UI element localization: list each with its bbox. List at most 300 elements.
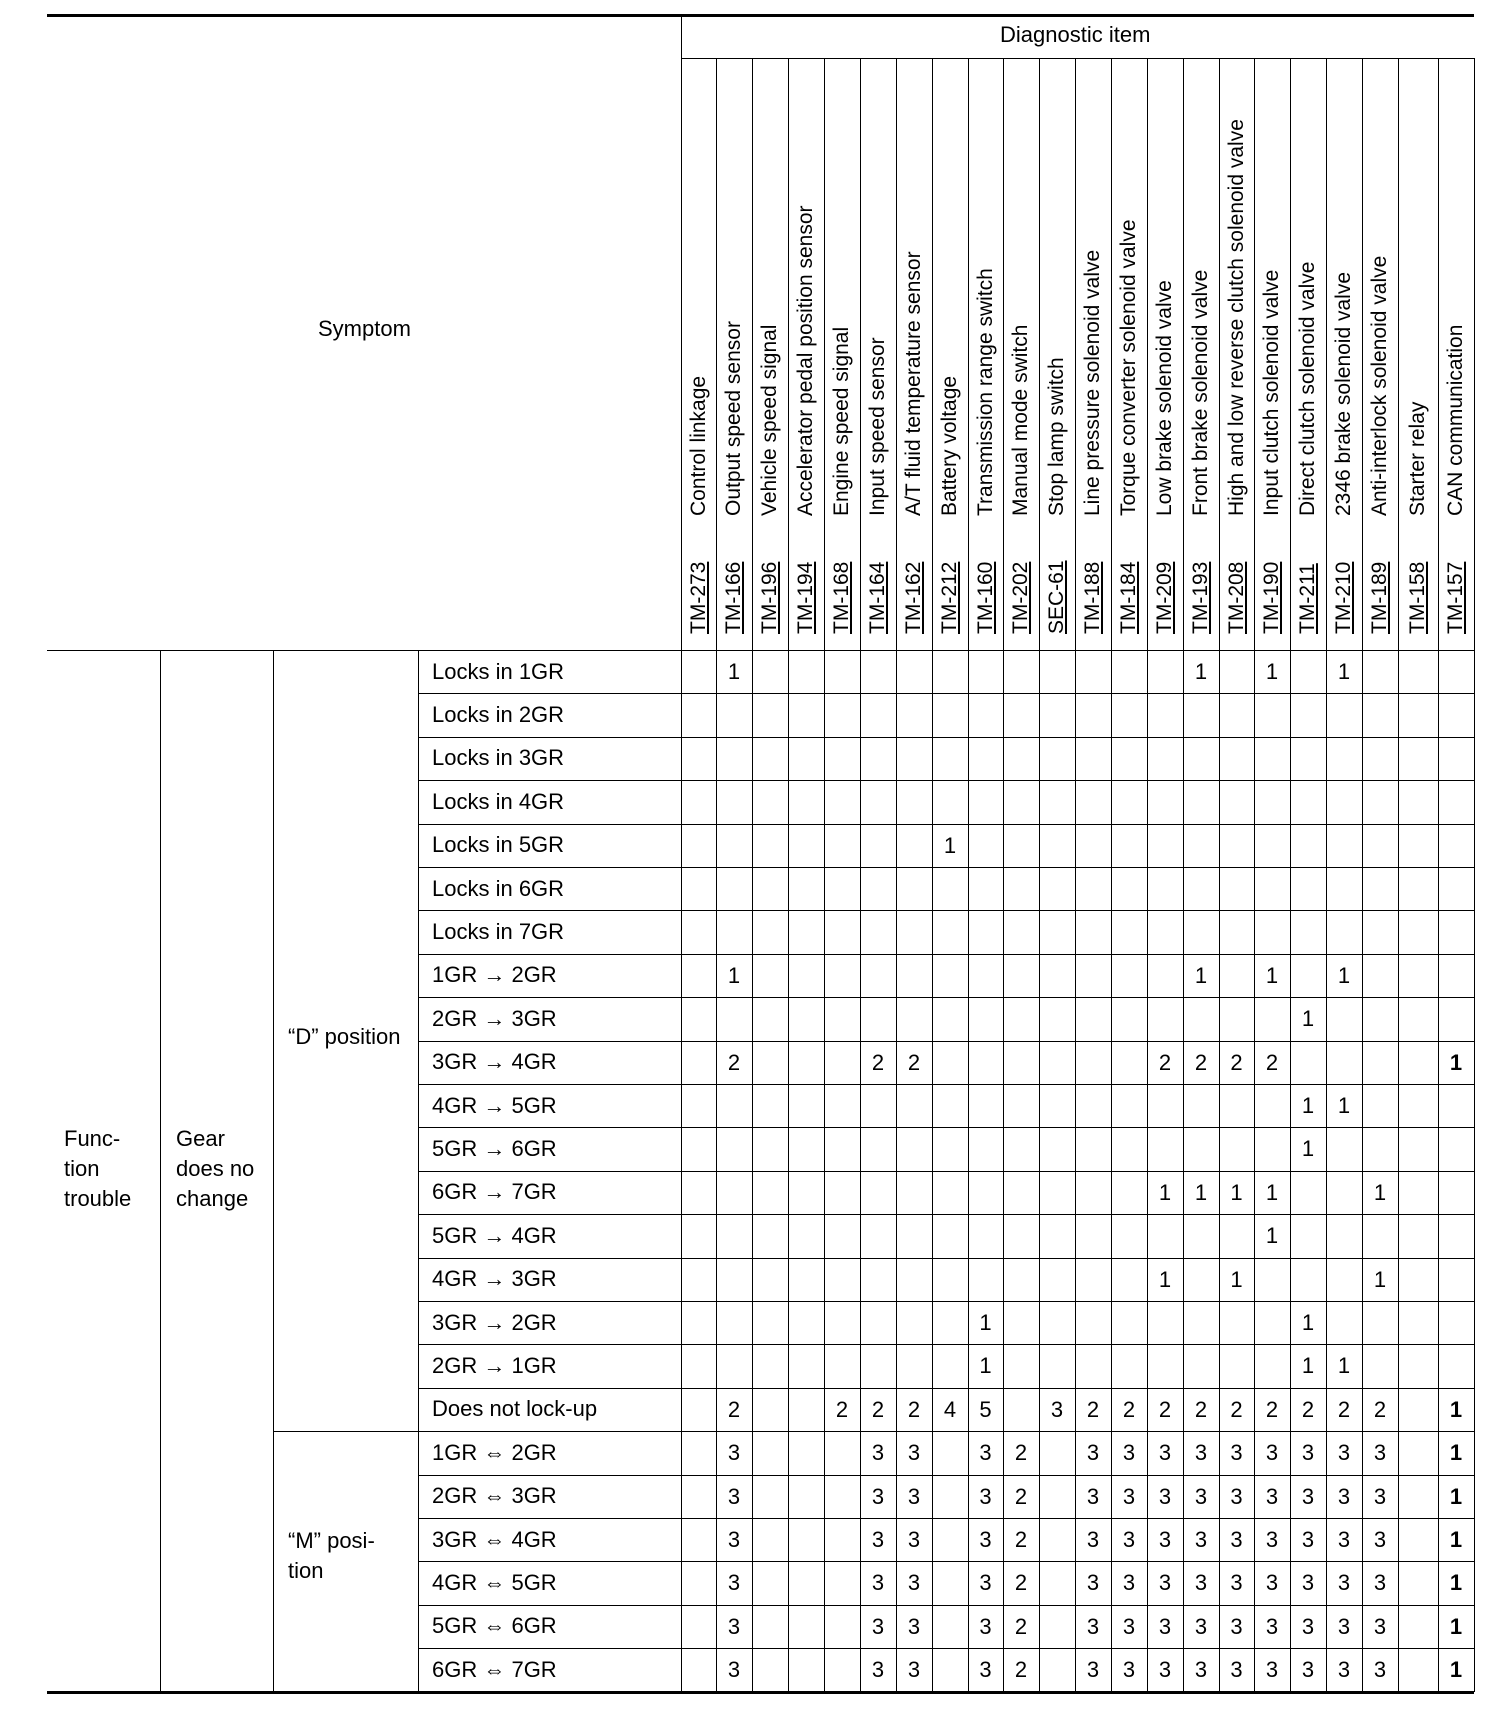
row-value-cell xyxy=(1254,780,1290,823)
row-value-cell: 1 xyxy=(1449,1527,1463,1552)
row-value-cell xyxy=(1290,910,1326,953)
column-ref-link-7[interactable]: TM-162 xyxy=(902,561,925,634)
row-value-cell xyxy=(968,650,1003,693)
row-value-cell: 3 xyxy=(1230,1657,1243,1683)
row-value-cell xyxy=(1003,1301,1039,1344)
column-ref-link-13[interactable]: TM-184 xyxy=(1117,561,1140,634)
column-ref-link-5[interactable]: TM-168 xyxy=(830,561,853,634)
row-value-cell: 3 xyxy=(871,1440,885,1466)
row-value-cell xyxy=(1075,693,1111,736)
row-value-cell: 3 xyxy=(907,1657,921,1683)
column-ref-link-17[interactable]: TM-190 xyxy=(1260,561,1283,634)
row-value-cell: 3 xyxy=(1086,1613,1100,1639)
row-value-cell xyxy=(1075,954,1111,997)
row-value-cell: 1 xyxy=(727,962,741,988)
row-value-cell: 3 xyxy=(907,1483,921,1509)
row-value-cell xyxy=(1362,1084,1398,1127)
row-value-cell xyxy=(716,1258,752,1301)
row-value-cell: 3 xyxy=(1086,1440,1100,1466)
column-header-21: Starter relay xyxy=(1406,401,1429,516)
row-value-cell xyxy=(1398,1214,1438,1257)
row-value-cell xyxy=(1183,1127,1219,1170)
row-value-cell xyxy=(1147,1084,1183,1127)
row-value-cell xyxy=(968,693,1003,736)
row-value-cell xyxy=(1003,693,1039,736)
group-divider xyxy=(273,650,274,1692)
row-value-cell xyxy=(1039,1518,1075,1561)
column-header-4: Accelerator pedal position sensor xyxy=(794,205,817,516)
row-value-cell xyxy=(968,997,1003,1040)
row-value-cell xyxy=(1075,1041,1111,1084)
row-value-cell xyxy=(932,954,968,997)
row-value-cell xyxy=(1398,1171,1438,1214)
row-value-cell xyxy=(1111,1258,1147,1301)
group-m-position: “M” posi- tion xyxy=(288,1528,375,1583)
row-value-cell xyxy=(1438,910,1474,953)
row-value-cell xyxy=(1111,1171,1147,1214)
row-value-cell: 3 xyxy=(1265,1440,1279,1466)
row-value-cell xyxy=(1183,780,1219,823)
row-value-cell xyxy=(968,1258,1003,1301)
column-ref-link-14[interactable]: TM-209 xyxy=(1153,561,1176,634)
row-value-cell xyxy=(896,1127,932,1170)
row-value-cell xyxy=(1398,867,1438,910)
row-value-cell xyxy=(1254,737,1290,780)
row-value-cell xyxy=(716,910,752,953)
row-value-cell xyxy=(1219,824,1254,867)
row-value-cell: 3 xyxy=(979,1527,992,1552)
row-label: 2GR → 1GR xyxy=(432,1352,557,1378)
row-value-cell: 3 xyxy=(1194,1570,1208,1596)
row-value-cell xyxy=(716,997,752,1040)
row-value-cell xyxy=(1398,954,1438,997)
group-gear-no-change: Gear does no change xyxy=(176,1126,255,1211)
row-value-cell xyxy=(752,997,788,1040)
row-value-cell xyxy=(788,1214,824,1257)
row-value-cell xyxy=(1075,1214,1111,1257)
row-value-cell: 1 xyxy=(1449,1396,1463,1422)
row-value-cell xyxy=(716,1084,752,1127)
column-ref-link-4[interactable]: TM-194 xyxy=(794,561,817,634)
column-ref-link-20[interactable]: TM-189 xyxy=(1368,561,1391,634)
row-value-cell xyxy=(788,1605,824,1648)
row-value-cell xyxy=(1147,1301,1183,1344)
row-value-cell xyxy=(932,1518,968,1561)
row-value-cell xyxy=(1398,780,1438,823)
row-value-cell xyxy=(896,737,932,780)
column-ref-link-11[interactable]: SEC-61 xyxy=(1045,560,1068,634)
row-value-cell xyxy=(896,867,932,910)
row-value-cell xyxy=(1219,954,1254,997)
row-value-cell: 3 xyxy=(979,1570,992,1596)
row-value-cell: 1 xyxy=(1337,1353,1351,1379)
row-value-cell xyxy=(1438,1258,1474,1301)
column-ref-link-1[interactable]: TM-273 xyxy=(686,561,710,634)
row-value-cell xyxy=(860,1127,896,1170)
row-value-cell xyxy=(1362,1344,1398,1387)
row-value-cell: 2 xyxy=(907,1396,921,1422)
row-value-cell xyxy=(932,910,968,953)
row-value-cell xyxy=(1398,1475,1438,1518)
column-header-1: Control linkage xyxy=(686,375,710,516)
row-value-cell xyxy=(1290,867,1326,910)
row-value-cell: 2 xyxy=(1194,1049,1208,1075)
row-value-cell: 3 xyxy=(1194,1613,1208,1639)
row-value-cell: 3 xyxy=(727,1613,741,1639)
row-value-cell xyxy=(1183,737,1219,780)
row-value-cell: 3 xyxy=(1373,1613,1387,1639)
column-ref-link-18[interactable]: TM-211 xyxy=(1296,563,1319,634)
row-value-cell: 2 xyxy=(1086,1396,1100,1422)
row-value-cell: 3 xyxy=(1301,1613,1315,1639)
row-value-cell xyxy=(1219,1301,1254,1344)
column-header-3: Vehicle speed signal xyxy=(758,324,781,516)
row-value-cell xyxy=(752,824,788,867)
column-header-11: Stop lamp switch xyxy=(1045,357,1068,516)
row-value-cell: 2 xyxy=(1158,1396,1172,1422)
row-value-cell xyxy=(716,1214,752,1257)
row-value-cell xyxy=(1438,1344,1474,1387)
row-value-cell xyxy=(1039,997,1075,1040)
row-value-cell xyxy=(1362,737,1398,780)
row-value-cell xyxy=(968,780,1003,823)
row-value-cell: 3 xyxy=(1373,1657,1387,1683)
row-value-cell xyxy=(788,1258,824,1301)
row-value-cell xyxy=(824,1214,860,1257)
row-value-cell xyxy=(681,1648,716,1691)
row-value-cell xyxy=(1075,780,1111,823)
row-value-cell xyxy=(824,1431,860,1474)
row-value-cell xyxy=(1398,1561,1438,1604)
column-ref-link-15[interactable]: TM-193 xyxy=(1189,561,1212,634)
row-value-cell xyxy=(824,824,860,867)
column-ref-link-6[interactable]: TM-164 xyxy=(866,561,889,634)
row-value-cell xyxy=(968,737,1003,780)
row-value-cell xyxy=(681,824,716,867)
row-value-cell xyxy=(1398,1127,1438,1170)
row-value-cell xyxy=(681,1344,716,1387)
column-ref-link-22[interactable]: TM-157 xyxy=(1444,561,1467,634)
row-value-cell xyxy=(1290,737,1326,780)
row-value-cell: 3 xyxy=(1194,1440,1208,1466)
row-value-cell xyxy=(896,954,932,997)
group-d-position: “D” position xyxy=(288,1024,401,1049)
row-value-cell xyxy=(860,910,896,953)
row-value-cell xyxy=(1438,824,1474,867)
row-value-cell: 3 xyxy=(1122,1570,1136,1596)
row-value-cell: 1 xyxy=(979,1310,992,1335)
row-value-cell xyxy=(1183,1214,1219,1257)
row-value-cell xyxy=(1111,1344,1147,1387)
row-value-cell xyxy=(932,1431,968,1474)
row-value-cell xyxy=(1183,693,1219,736)
row-value-cell xyxy=(752,1431,788,1474)
row-value-cell: 1 xyxy=(727,659,741,684)
row-value-cell xyxy=(752,737,788,780)
row-value-cell xyxy=(788,1127,824,1170)
row-value-cell: 1 xyxy=(1230,1266,1243,1292)
row-label: Does not lock-up xyxy=(432,1396,598,1422)
row-value-cell xyxy=(1398,1648,1438,1691)
row-value-cell xyxy=(681,1431,716,1474)
row-value-cell xyxy=(1438,650,1474,693)
row-value-cell: 3 xyxy=(1230,1613,1243,1639)
row-value-cell xyxy=(968,1214,1003,1257)
row-value-cell xyxy=(788,1475,824,1518)
row-value-cell xyxy=(824,1301,860,1344)
column-ref-link-9[interactable]: TM-160 xyxy=(973,561,997,634)
row-value-cell: 3 xyxy=(1373,1440,1387,1466)
row-value-cell xyxy=(1147,780,1183,823)
row-value-cell: 1 xyxy=(1449,1483,1463,1509)
row-value-cell xyxy=(824,1258,860,1301)
row-value-cell xyxy=(1326,1258,1362,1301)
row-value-cell xyxy=(824,693,860,736)
row-value-cell xyxy=(1254,1344,1290,1387)
row-value-cell: 3 xyxy=(1265,1613,1279,1639)
row-value-cell: 3 xyxy=(1230,1570,1243,1596)
row-value-cell xyxy=(1398,1388,1438,1431)
row-value-cell xyxy=(681,780,716,823)
row-value-cell xyxy=(824,867,860,910)
row-value-cell xyxy=(1075,737,1111,780)
row-value-cell: 3 xyxy=(1086,1657,1100,1683)
row-label: 6GR → 7GR xyxy=(432,1179,557,1205)
row-value-cell xyxy=(860,1084,896,1127)
row-value-cell xyxy=(824,910,860,953)
row-label: 6GR ⇔ 7GR xyxy=(432,1656,557,1682)
row-value-cell xyxy=(1039,1475,1075,1518)
row-value-cell xyxy=(788,1041,824,1084)
row-value-cell xyxy=(1290,1041,1326,1084)
row-label: 3GR → 2GR xyxy=(432,1309,557,1335)
row-value-cell xyxy=(932,780,968,823)
row-value-cell: 2 xyxy=(1158,1049,1172,1075)
row-value-cell: 3 xyxy=(1301,1483,1315,1509)
row-value-cell xyxy=(1326,1214,1362,1257)
row-value-cell: 3 xyxy=(1158,1657,1172,1683)
row-value-cell xyxy=(681,1561,716,1604)
row-label: Locks in 7GR xyxy=(432,918,565,944)
row-value-cell xyxy=(752,1041,788,1084)
row-value-cell xyxy=(1254,1301,1290,1344)
row-value-cell xyxy=(860,693,896,736)
row-value-cell: 1 xyxy=(1194,962,1208,988)
row-value-cell: 2 xyxy=(1014,1657,1028,1683)
row-value-cell xyxy=(860,1301,896,1344)
row-value-cell xyxy=(1039,1561,1075,1604)
row-value-cell xyxy=(1362,1041,1398,1084)
row-value-cell: 3 xyxy=(979,1657,992,1683)
row-value-cell xyxy=(932,1171,968,1214)
table-top-border xyxy=(47,14,1474,17)
row-value-cell xyxy=(1075,910,1111,953)
row-value-cell xyxy=(932,1475,968,1518)
row-value-cell xyxy=(752,910,788,953)
row-value-cell xyxy=(716,824,752,867)
row-value-cell xyxy=(1398,997,1438,1040)
row-value-cell xyxy=(1003,650,1039,693)
row-value-cell xyxy=(1111,997,1147,1040)
column-ref-link-12[interactable]: TM-188 xyxy=(1081,561,1104,634)
column-ref-link-10[interactable]: TM-202 xyxy=(1009,561,1032,634)
row-value-cell xyxy=(1326,693,1362,736)
row-value-cell xyxy=(1075,867,1111,910)
row-value-cell xyxy=(1147,737,1183,780)
row-value-cell: 3 xyxy=(1337,1613,1351,1639)
row-value-cell xyxy=(1398,1301,1438,1344)
row-value-cell xyxy=(824,1518,860,1561)
column-ref-link-16[interactable]: TM-208 xyxy=(1224,561,1248,634)
row-value-cell: 3 xyxy=(1158,1527,1172,1552)
row-value-cell: 3 xyxy=(1050,1396,1064,1422)
row-value-cell xyxy=(752,1388,788,1431)
row-value-cell: 3 xyxy=(907,1527,921,1552)
row-label: Locks in 2GR xyxy=(432,701,565,727)
row-value-cell: 3 xyxy=(871,1527,885,1552)
row-value-cell xyxy=(932,1648,968,1691)
row-value-cell xyxy=(788,1561,824,1604)
row-value-cell xyxy=(1326,737,1362,780)
row-label: 2GR ⇔ 3GR xyxy=(432,1483,557,1509)
row-value-cell xyxy=(860,954,896,997)
row-value-cell xyxy=(681,693,716,736)
row-value-cell xyxy=(1111,824,1147,867)
row-value-cell: 1 xyxy=(1337,1093,1351,1118)
row-value-cell xyxy=(932,1041,968,1084)
row-value-cell xyxy=(1147,997,1183,1040)
row-value-cell xyxy=(860,780,896,823)
row-value-cell xyxy=(1075,1258,1111,1301)
row-value-cell xyxy=(752,1561,788,1604)
row-value-cell xyxy=(752,1648,788,1691)
column-header-8: Battery voltage xyxy=(938,375,961,516)
row-value-cell xyxy=(968,1041,1003,1084)
column-ref-link-8[interactable]: TM-212 xyxy=(938,561,961,634)
row-value-cell xyxy=(788,1301,824,1344)
row-value-cell xyxy=(1111,780,1147,823)
row-value-cell: 3 xyxy=(1086,1527,1100,1552)
row-value-cell xyxy=(1219,1127,1254,1170)
row-value-cell: 3 xyxy=(1265,1657,1279,1683)
row-value-cell xyxy=(1362,910,1398,953)
row-value-cell xyxy=(681,1084,716,1127)
row-value-cell xyxy=(1254,824,1290,867)
row-value-cell xyxy=(1254,1127,1290,1170)
row-value-cell xyxy=(932,997,968,1040)
row-value-cell xyxy=(1003,1041,1039,1084)
row-value-cell xyxy=(824,997,860,1040)
row-value-cell xyxy=(1039,1171,1075,1214)
row-value-cell xyxy=(1003,737,1039,780)
row-value-cell xyxy=(932,1301,968,1344)
row-value-cell: 3 xyxy=(907,1570,921,1596)
row-value-cell xyxy=(1183,1344,1219,1387)
row-value-cell xyxy=(824,1475,860,1518)
column-header-7: A/T fluid temperature sensor xyxy=(902,251,925,516)
row-value-cell xyxy=(1398,1258,1438,1301)
row-value-cell xyxy=(1398,1344,1438,1387)
row-value-cell xyxy=(1326,1041,1362,1084)
column-ref-link-21[interactable]: TM-158 xyxy=(1406,561,1429,634)
row-value-cell xyxy=(752,1301,788,1344)
row-value-cell: 3 xyxy=(871,1613,885,1639)
row-value-cell: 3 xyxy=(1158,1613,1172,1639)
column-header-13: Torque converter solenoid valve xyxy=(1117,219,1140,516)
row-value-cell: 2 xyxy=(1014,1613,1028,1639)
row-value-cell xyxy=(1039,1431,1075,1474)
row-value-cell xyxy=(716,1127,752,1170)
row-value-cell xyxy=(1039,650,1075,693)
column-ref-link-3[interactable]: TM-196 xyxy=(758,561,781,634)
row-value-cell xyxy=(824,1084,860,1127)
row-value-cell xyxy=(1290,780,1326,823)
row-value-cell xyxy=(716,1301,752,1344)
row-value-cell xyxy=(1290,954,1326,997)
row-value-cell xyxy=(1362,824,1398,867)
row-value-cell: 3 xyxy=(1158,1570,1172,1596)
row-value-cell: 3 xyxy=(1230,1527,1243,1552)
row-value-cell xyxy=(752,1127,788,1170)
row-value-cell xyxy=(1039,780,1075,823)
row-value-cell xyxy=(1183,910,1219,953)
row-value-cell xyxy=(681,1041,716,1084)
column-header-10: Manual mode switch xyxy=(1009,324,1032,516)
row-value-cell xyxy=(824,954,860,997)
row-value-cell: 1 xyxy=(1373,1179,1387,1205)
row-value-cell: 1 xyxy=(1337,962,1351,988)
row-value-cell: 2 xyxy=(1373,1396,1387,1422)
column-header-5: Engine speed signal xyxy=(830,326,853,516)
row-value-cell: 2 xyxy=(1014,1527,1028,1552)
row-value-cell xyxy=(1398,1605,1438,1648)
row-value-cell xyxy=(681,1518,716,1561)
row-value-cell: 1 xyxy=(1301,1136,1315,1162)
row-value-cell xyxy=(752,1475,788,1518)
row-value-cell xyxy=(1039,1127,1075,1170)
row-value-cell: 3 xyxy=(1158,1483,1172,1509)
row-value-cell xyxy=(788,780,824,823)
column-ref-link-19[interactable]: TM-210 xyxy=(1332,561,1355,634)
row-value-cell xyxy=(1219,1084,1254,1127)
row-value-cell: 3 xyxy=(1373,1527,1387,1552)
row-value-cell xyxy=(1438,1084,1474,1127)
row-value-cell: 3 xyxy=(1230,1483,1243,1509)
row-value-cell xyxy=(1290,650,1326,693)
column-ref-link-2[interactable]: TM-166 xyxy=(722,561,745,634)
row-value-cell: 3 xyxy=(1337,1527,1351,1552)
row-value-cell xyxy=(824,650,860,693)
row-value-cell: 3 xyxy=(727,1483,741,1509)
row-value-cell xyxy=(1326,1301,1362,1344)
row-value-cell xyxy=(716,1344,752,1387)
row-value-cell: 2 xyxy=(871,1049,885,1075)
row-value-cell xyxy=(1003,1127,1039,1170)
row-value-cell xyxy=(932,650,968,693)
row-value-cell xyxy=(788,1171,824,1214)
row-value-cell xyxy=(716,1171,752,1214)
row-value-cell xyxy=(1254,910,1290,953)
row-value-cell: 3 xyxy=(1301,1570,1315,1596)
row-value-cell xyxy=(1003,1214,1039,1257)
row-value-cell: 2 xyxy=(1122,1396,1136,1422)
row-value-cell: 2 xyxy=(871,1396,885,1422)
row-value-cell: 3 xyxy=(1122,1440,1136,1466)
row-value-cell: 3 xyxy=(1373,1483,1387,1509)
row-value-cell xyxy=(1039,693,1075,736)
row-value-cell xyxy=(1290,1214,1326,1257)
row-value-cell xyxy=(681,1301,716,1344)
